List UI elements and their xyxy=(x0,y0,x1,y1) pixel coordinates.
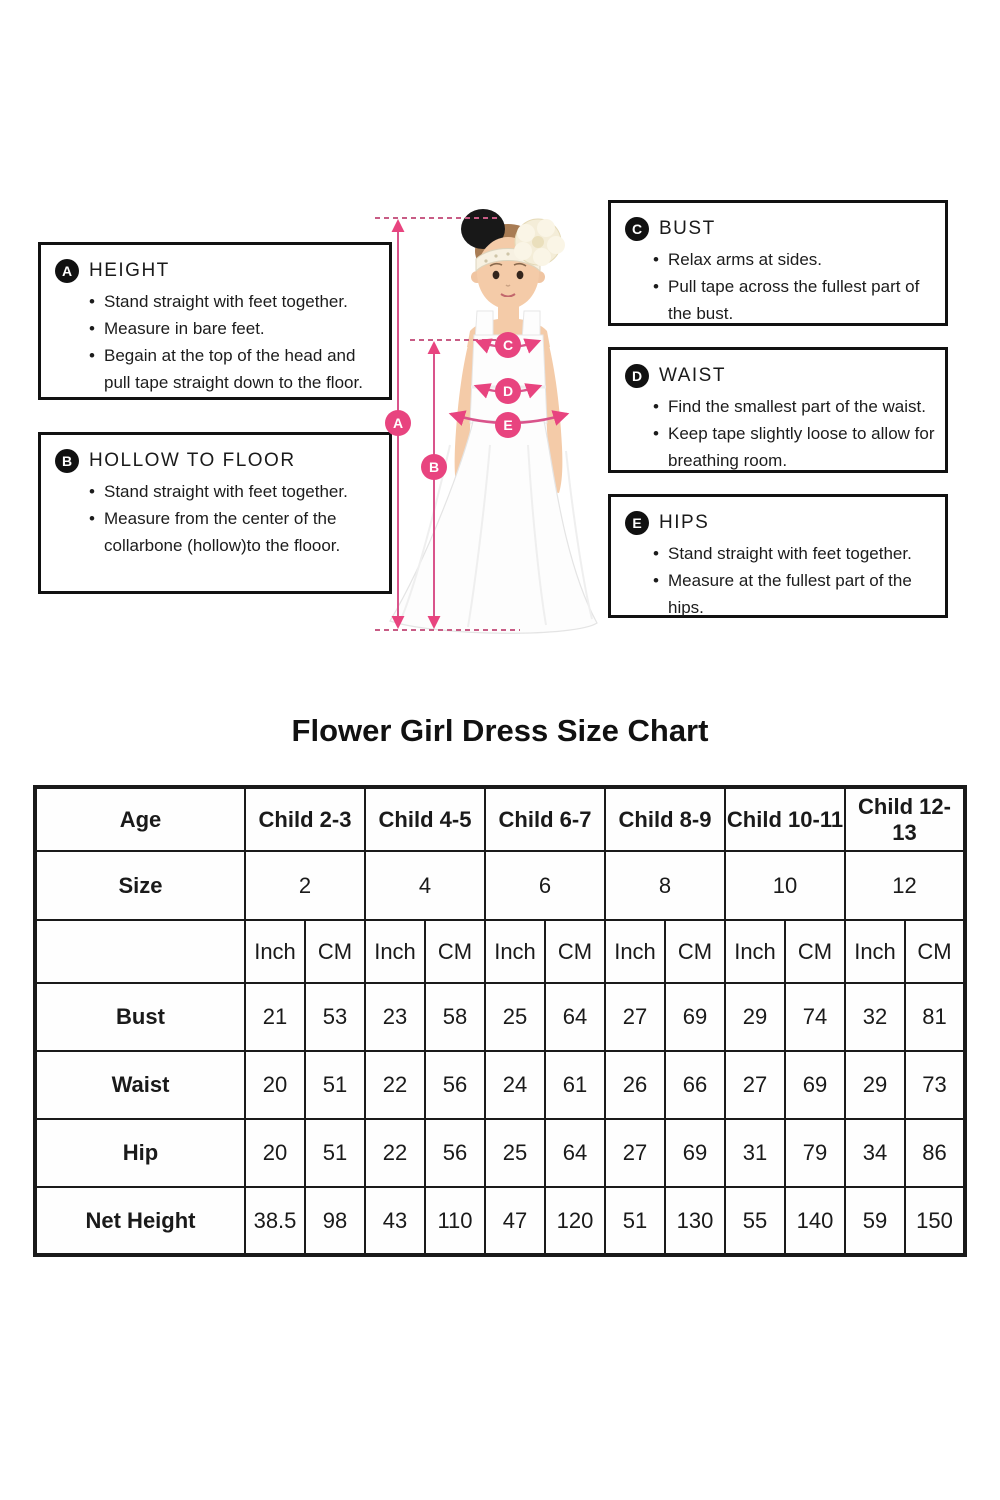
box-heading xyxy=(625,364,935,388)
badge-e-letter: E xyxy=(503,417,513,433)
value-cell: 24 xyxy=(485,1051,545,1119)
page-title: Flower Girl Dress Size Chart xyxy=(291,713,709,748)
size-row-header: Size xyxy=(35,851,245,920)
value-cell: 22 xyxy=(365,1119,425,1187)
value-cell: 21 xyxy=(245,983,305,1051)
value-cell: 27 xyxy=(605,983,665,1051)
box-heading xyxy=(625,511,935,535)
value-cell: 25 xyxy=(485,983,545,1051)
table-row-waist xyxy=(35,1051,965,1119)
badge-d-letter: D xyxy=(502,383,514,399)
value-cell: 43 xyxy=(365,1187,425,1255)
empty-cell xyxy=(35,920,245,983)
value-cell: 86 xyxy=(905,1119,965,1187)
value-cell: 150 xyxy=(905,1187,965,1255)
value-cell: 73 xyxy=(905,1051,965,1119)
value-cell: 29 xyxy=(845,1051,905,1119)
letter-c-badge: C xyxy=(625,217,649,241)
instruction-box-waist xyxy=(608,347,948,473)
value-cell: 26 xyxy=(605,1051,665,1119)
bullet-item: • Pull tape across the fullest part of the bust. xyxy=(653,274,935,328)
bullet-item: • Measure from the center of the collarbone (hollow)to the flooor. xyxy=(89,506,379,560)
value-cell: 23 xyxy=(365,983,425,1051)
box-title: HOLLOW TO FLOOR xyxy=(89,450,296,471)
bullet-item: • Keep tape slightly loose to allow for breathing room. xyxy=(653,421,935,475)
value-cell: 74 xyxy=(785,983,845,1051)
box-title: BUST xyxy=(659,218,716,239)
unit-cell: Inch xyxy=(245,920,305,983)
bust-row-header: Bust xyxy=(35,983,245,1051)
bullet-item: • Begain at the top of the head and pull tape straight down to the floor. xyxy=(89,343,379,397)
table-row-hip xyxy=(35,1119,965,1187)
measurement-figure xyxy=(370,195,615,655)
unit-cell: Inch xyxy=(605,920,665,983)
box-heading xyxy=(55,259,379,283)
instruction-box-hips xyxy=(608,494,948,618)
value-cell: 29 xyxy=(725,983,785,1051)
bullet-item: • Stand straight with feet together. xyxy=(89,479,379,506)
value-cell: 27 xyxy=(605,1119,665,1187)
value-cell: 47 xyxy=(485,1187,545,1255)
bullet-list xyxy=(53,479,379,560)
bullet-list xyxy=(623,394,935,475)
box-heading xyxy=(625,217,935,241)
bullet-list xyxy=(623,247,935,328)
value-cell: 22 xyxy=(365,1051,425,1119)
unit-cell: CM xyxy=(785,920,845,983)
size-chart xyxy=(33,785,967,1257)
hair-flower xyxy=(514,219,565,266)
unit-cell: Inch xyxy=(845,920,905,983)
value-cell: 58 xyxy=(425,983,485,1051)
waist-row-header: Waist xyxy=(35,1051,245,1119)
letter-d-badge: D xyxy=(625,364,649,388)
age-cell: Child 2-3 xyxy=(245,787,365,851)
instruction-box-hollow-to-floor xyxy=(38,432,392,594)
unit-cell: Inch xyxy=(725,920,785,983)
unit-cell: CM xyxy=(425,920,485,983)
girl-photo xyxy=(390,209,597,633)
bullet-item: • Stand straight with feet together. xyxy=(89,289,379,316)
table-row-size xyxy=(35,851,965,920)
size-cell: 6 xyxy=(485,851,605,920)
value-cell: 64 xyxy=(545,983,605,1051)
table-row-units xyxy=(35,920,965,983)
box-title: HEIGHT xyxy=(89,260,170,281)
unit-cell: CM xyxy=(545,920,605,983)
instruction-box-bust xyxy=(608,200,948,326)
value-cell: 34 xyxy=(845,1119,905,1187)
bullet-item: • Stand straight with feet together. xyxy=(653,541,935,568)
unit-cell: CM xyxy=(665,920,725,983)
value-cell: 56 xyxy=(425,1051,485,1119)
value-cell: 69 xyxy=(785,1051,845,1119)
value-cell: 120 xyxy=(545,1187,605,1255)
badge-a-letter: A xyxy=(392,415,404,431)
value-cell: 66 xyxy=(665,1051,725,1119)
size-cell: 2 xyxy=(245,851,365,920)
value-cell: 53 xyxy=(305,983,365,1051)
age-cell: Child 6-7 xyxy=(485,787,605,851)
value-cell: 98 xyxy=(305,1187,365,1255)
value-cell: 130 xyxy=(665,1187,725,1255)
table-row-net-height xyxy=(35,1187,965,1255)
bullet-list xyxy=(53,289,379,396)
value-cell: 51 xyxy=(605,1187,665,1255)
letter-a-badge: A xyxy=(55,259,79,283)
age-cell: Child 4-5 xyxy=(365,787,485,851)
box-title: HIPS xyxy=(659,512,710,533)
value-cell: 140 xyxy=(785,1187,845,1255)
unit-cell: Inch xyxy=(485,920,545,983)
girl-illustration xyxy=(370,195,615,655)
size-cell: 4 xyxy=(365,851,485,920)
instruction-box-height xyxy=(38,242,392,400)
age-cell: Child 8-9 xyxy=(605,787,725,851)
letter-b-badge: B xyxy=(55,449,79,473)
value-cell: 27 xyxy=(725,1051,785,1119)
value-cell: 59 xyxy=(845,1187,905,1255)
value-cell: 64 xyxy=(545,1119,605,1187)
bullet-item: • Measure at the fullest part of the hips. xyxy=(653,568,935,622)
age-cell: Child 12-13 xyxy=(845,787,965,851)
value-cell: 55 xyxy=(725,1187,785,1255)
value-cell: 81 xyxy=(905,983,965,1051)
value-cell: 51 xyxy=(305,1119,365,1187)
age-row-header: Age xyxy=(35,787,245,851)
bullet-list xyxy=(623,541,935,622)
box-heading xyxy=(55,449,379,473)
table-row-bust xyxy=(35,983,965,1051)
value-cell: 69 xyxy=(665,1119,725,1187)
table-row-age xyxy=(35,787,965,851)
value-cell: 31 xyxy=(725,1119,785,1187)
value-cell: 25 xyxy=(485,1119,545,1187)
value-cell: 61 xyxy=(545,1051,605,1119)
value-cell: 32 xyxy=(845,983,905,1051)
value-cell: 69 xyxy=(665,983,725,1051)
age-cell: Child 10-11 xyxy=(725,787,845,851)
value-cell: 110 xyxy=(425,1187,485,1255)
bullet-item: • Find the smallest part of the waist. xyxy=(653,394,935,421)
bullet-item: • Measure in bare feet. xyxy=(89,316,379,343)
value-cell: 20 xyxy=(245,1051,305,1119)
value-cell: 51 xyxy=(305,1051,365,1119)
unit-cell: CM xyxy=(905,920,965,983)
letter-e-badge: E xyxy=(625,511,649,535)
bullet-item: • Relax arms at sides. xyxy=(653,247,935,274)
unit-cell: Inch xyxy=(365,920,425,983)
value-cell: 20 xyxy=(245,1119,305,1187)
value-cell: 38.5 xyxy=(245,1187,305,1255)
badge-c-letter: C xyxy=(502,337,514,353)
badge-b-letter: B xyxy=(428,459,440,475)
value-cell: 79 xyxy=(785,1119,845,1187)
net-height-row-header: Net Height xyxy=(35,1187,245,1255)
unit-cell: CM xyxy=(305,920,365,983)
hip-row-header: Hip xyxy=(35,1119,245,1187)
size-cell: 8 xyxy=(605,851,725,920)
size-cell: 10 xyxy=(725,851,845,920)
box-title: WAIST xyxy=(659,365,726,386)
size-cell: 12 xyxy=(845,851,965,920)
value-cell: 56 xyxy=(425,1119,485,1187)
size-chart-table xyxy=(33,785,967,1257)
